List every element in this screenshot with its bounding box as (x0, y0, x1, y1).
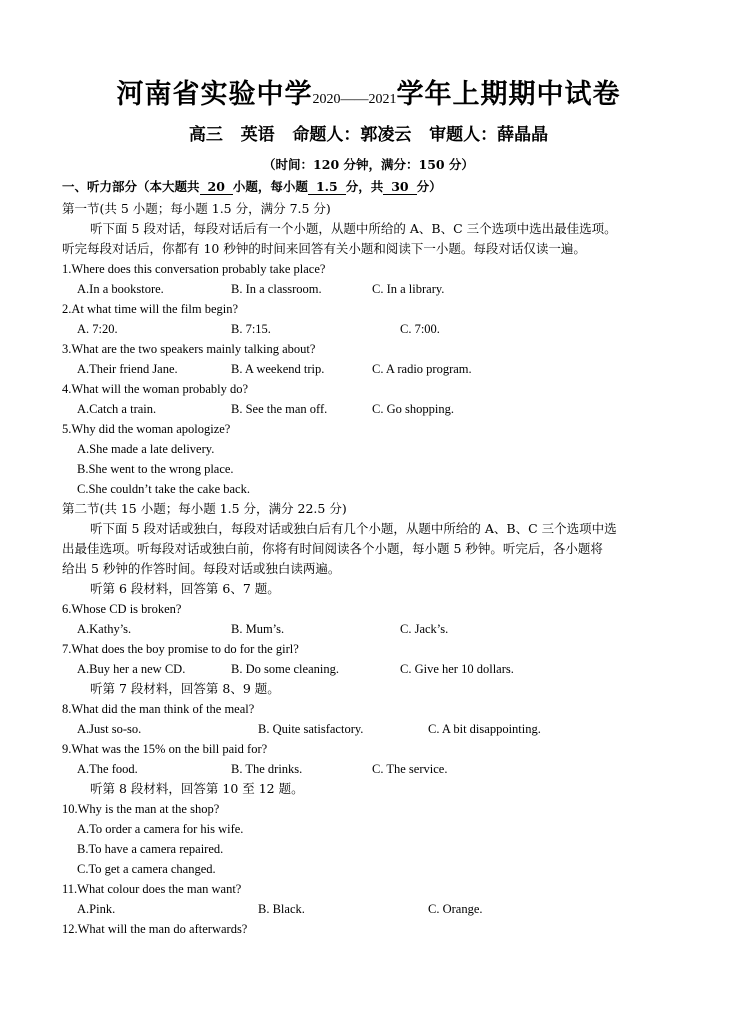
title-year: 2020——2021 (312, 92, 397, 107)
q10-option-c: C.To get a camera changed. (77, 862, 216, 876)
material-6-note: 听第 6 段材料，回答第 6、7 题。 (90, 581, 280, 596)
section1-instruction-1: 听下面 5 段对话，每段对话后有一个小题，从题中所给的 A、B、C 三个选项中选出最佳选项。 (90, 221, 617, 236)
question-1: 1.Where does this conversation probably take place? (62, 262, 326, 276)
q8-option-c: C. A bit disappointing. (428, 722, 541, 736)
q5-option-a: A.She made a late delivery. (77, 442, 215, 456)
q11-option-c: C. Orange. (428, 902, 483, 916)
question-2: 2.At what time will the film begin? (62, 302, 239, 316)
question-7: 7.What does the boy promise to do for the girl? (62, 642, 299, 656)
q1-option-b: B. In a classroom. (231, 282, 322, 296)
q8-option-a: A.Just so-so. (77, 722, 142, 736)
q9-option-b: B. The drinks. (231, 762, 303, 776)
q4-option-a: A.Catch a train. (77, 402, 157, 416)
q6-option-c: C. Jack’s. (400, 622, 449, 636)
q2-option-b: B. 7:15. (231, 322, 271, 336)
q2-option-a: A. 7:20. (77, 322, 118, 336)
q2-option-c: C. 7:00. (400, 322, 440, 336)
question-4: 4.What will the woman probably do? (62, 382, 249, 396)
part1-heading: 一、听力部分（本大题共 20 小题，每小题 1.5 分，共 30 分） (62, 179, 442, 194)
question-12: 12.What will the man do afterwards? (62, 922, 248, 936)
question-5: 5.Why did the woman apologize? (62, 422, 231, 436)
q11-option-b: B. Black. (258, 902, 305, 916)
exam-subtitle: 高三 英语 命题人：郭凌云 审题人：薛晶晶 (188, 125, 549, 145)
q10-option-b: B.To have a camera repaired. (77, 842, 224, 856)
title-school: 河南省实验中学 (116, 79, 313, 110)
q10-option-a: A.To order a camera for his wife. (77, 822, 244, 836)
q9-option-c: C. The service. (372, 762, 448, 776)
question-3: 3.What are the two speakers mainly talking about? (62, 342, 316, 356)
title-term: 学年上期期中试卷 (396, 79, 621, 110)
q5-option-b: B.She went to the wrong place. (77, 462, 234, 476)
section1-instruction-2: 听完每段对话后，你都有 10 秒钟的时间来回答有关小题和阅读下一小题。每段对话仅读一遍。 (62, 241, 586, 256)
section2-instruction-1: 听下面 5 段对话或独白，每段对话或独白后有几个小题，从题中所给的 A、B、C 三个选项中选 (90, 521, 617, 536)
q1-option-a: A.In a bookstore. (77, 282, 164, 296)
q3-option-c: C. A radio program. (372, 362, 472, 376)
section2-instruction-3: 给出 5 秒钟的作答时间。每段对话或独白读两遍。 (62, 561, 341, 576)
q5-option-c: C.She couldn’t take the cake back. (77, 482, 250, 496)
q1-option-c: C. In a library. (372, 282, 445, 296)
question-9: 9.What was the 15% on the bill paid for? (62, 742, 268, 756)
question-8: 8.What did the man think of the meal? (62, 702, 255, 716)
q4-option-c: C. Go shopping. (372, 402, 454, 416)
material-7-note: 听第 7 段材料，回答第 8、9 题。 (90, 681, 280, 696)
q4-option-b: B. See the man off. (231, 402, 328, 416)
question-6: 6.Whose CD is broken? (62, 602, 182, 616)
q7-option-c: C. Give her 10 dollars. (400, 662, 514, 676)
section1-heading: 第一节(共 5 小题；每小题 1.5 分，满分 7.5 分) (62, 201, 331, 216)
exam-time-info: （时间：120 分钟，满分：150 分） (263, 157, 474, 172)
section2-heading: 第二节(共 15 小题；每小题 1.5 分，满分 22.5 分) (62, 501, 347, 516)
q6-option-b: B. Mum’s. (231, 622, 285, 636)
q3-option-b: B. A weekend trip. (231, 362, 325, 376)
q9-option-a: A.The food. (77, 762, 138, 776)
q7-option-b: B. Do some cleaning. (231, 662, 339, 676)
material-8-note: 听第 8 段材料，回答第 10 至 12 题。 (90, 781, 304, 796)
q3-option-a: A.Their friend Jane. (77, 362, 178, 376)
section2-instruction-2: 出最佳选项。听每段对话或独白前，你将有时间阅读各个小题，每小题 5 秒钟。听完后，各小题将 (62, 541, 603, 556)
q6-option-a: A.Kathy’s. (77, 622, 132, 636)
q11-option-a: A.Pink. (77, 902, 116, 916)
question-11: 11.What colour does the man want? (62, 882, 242, 896)
question-10: 10.Why is the man at the shop? (62, 802, 220, 816)
q8-option-b: B. Quite satisfactory. (258, 722, 364, 736)
q7-option-a: A.Buy her a new CD. (77, 662, 186, 676)
exam-title (0, 76, 737, 119)
